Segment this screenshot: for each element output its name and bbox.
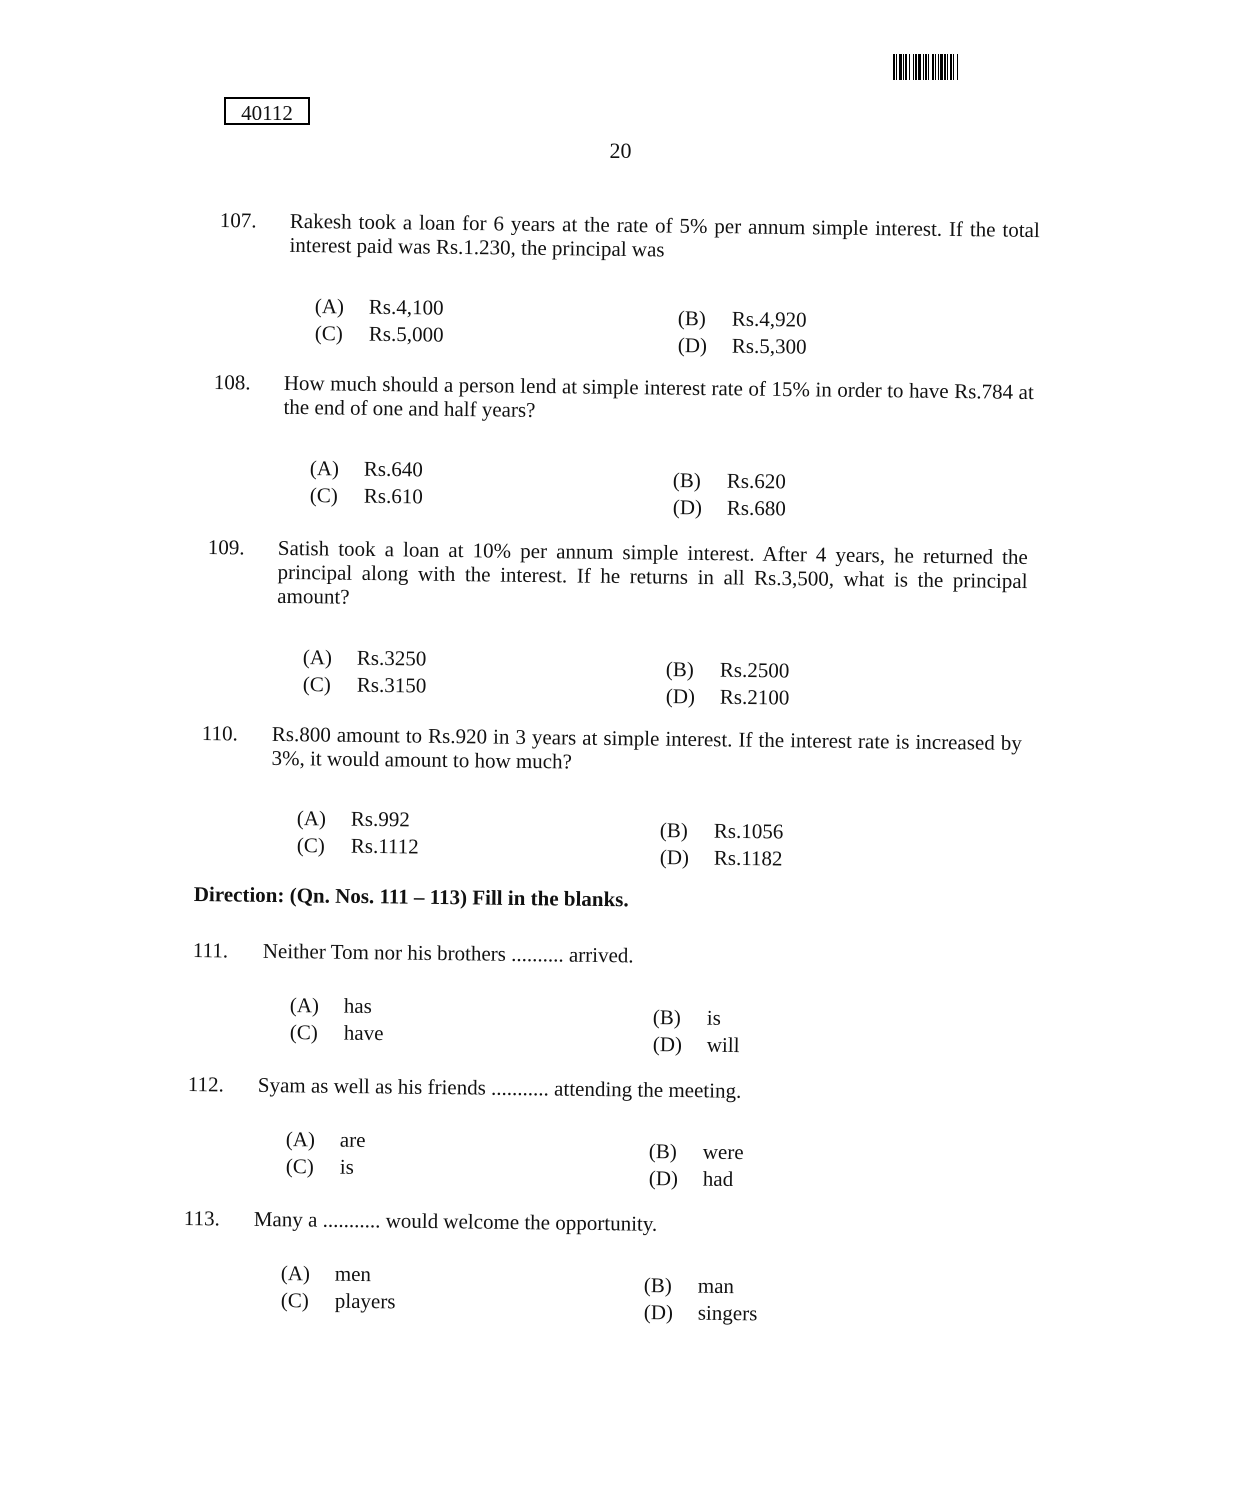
question-113 (183, 1206, 944, 1236)
option-text: singers (697, 1300, 758, 1326)
page-number: 20 (609, 138, 632, 163)
option-text: has (343, 993, 372, 1018)
direction-heading: Direction: (Qn. Nos. 111 – 113) Fill in the blanks. (193, 882, 629, 912)
question-number: 112. (187, 1072, 224, 1097)
option-label: (C) (296, 833, 325, 858)
option-b (660, 818, 784, 844)
option-text: Rs.5,300 (731, 333, 807, 359)
option-d (666, 684, 790, 710)
paper-code-box (224, 97, 310, 125)
option-text: men (334, 1261, 372, 1287)
option-b (653, 1005, 721, 1030)
option-label: (D) (659, 845, 690, 870)
option-label: (A) (314, 294, 345, 319)
question-text: Syam as well as his friends ........... attending the meeting. (257, 1072, 742, 1103)
option-label: (C) (289, 1020, 318, 1045)
option-c (310, 483, 423, 508)
option-a (303, 645, 427, 671)
option-text: man (697, 1273, 735, 1299)
option-label: (D) (665, 684, 696, 709)
question-number: 111. (192, 938, 229, 963)
question-text: Satish took a loan at 10% per annum simple interest. After 4 years, he returned the principal along with the interest. If he returns in all Rs.3,500, what is the principal amount? (277, 535, 1028, 609)
option-text: Rs.2500 (719, 657, 790, 683)
option-a (310, 456, 423, 481)
option-text: had (702, 1166, 734, 1192)
barcode (893, 54, 1046, 80)
option-label: (D) (677, 333, 708, 358)
option-text: Rs.1056 (713, 818, 784, 844)
option-b (666, 657, 790, 683)
option-d (649, 1166, 734, 1191)
barcode-bar (958, 54, 960, 80)
option-c (315, 321, 444, 347)
option-text: Rs.640 (363, 456, 423, 482)
option-label: (D) (672, 495, 703, 520)
option-label: (C) (302, 672, 331, 697)
question-108 (213, 370, 1034, 422)
question-number: 108. (213, 370, 251, 395)
option-label: (C) (280, 1288, 309, 1313)
option-d (653, 1032, 740, 1057)
option-label: (A) (296, 806, 327, 831)
option-label: (A) (302, 645, 333, 670)
question-number: 107. (219, 208, 257, 233)
option-a (281, 1261, 371, 1286)
option-label: (D) (643, 1300, 674, 1325)
option-text: have (343, 1020, 384, 1046)
question-text: Rakesh took a loan for 6 years at the rate of 5% per annum simple interest. If the total interest paid was Rs.1.230, the principal was (289, 208, 1040, 262)
question-text: How much should a person lend at simple interest rate of 15% in order to have Rs.784 at the end of one and half years? (283, 370, 1034, 422)
option-label: (A) (280, 1261, 311, 1286)
question-110 (201, 721, 1022, 774)
option-text: Rs.4,100 (368, 294, 444, 320)
option-text: Rs.610 (363, 483, 423, 509)
option-label: (A) (285, 1127, 316, 1152)
option-b (673, 468, 786, 493)
option-c (303, 672, 427, 698)
option-text: Rs.992 (350, 806, 410, 832)
option-label: (A) (289, 993, 320, 1018)
option-a (290, 993, 372, 1018)
option-label: (B) (643, 1273, 672, 1298)
option-text: is (339, 1154, 355, 1179)
option-d (660, 845, 783, 870)
question-109 (207, 535, 1028, 609)
question-107 (219, 208, 1040, 262)
option-text: Rs.2100 (719, 684, 790, 710)
option-text: are (339, 1127, 366, 1152)
option-label: (C) (314, 321, 343, 346)
option-c (281, 1288, 396, 1313)
option-text: Rs.4,920 (731, 306, 807, 332)
option-text: were (702, 1139, 744, 1165)
question-text: Many a ........... would welcome the opportunity. (253, 1206, 658, 1236)
option-label: (B) (659, 818, 688, 843)
question-number: 109. (207, 535, 245, 560)
option-d (678, 333, 807, 359)
question-text: Neither Tom nor his brothers .......... arrived. (262, 938, 634, 968)
option-label: (B) (677, 306, 706, 331)
option-label: (B) (652, 1005, 681, 1030)
question-text: Rs.800 amount to Rs.920 in 3 years at simple interest. If the interest rate is increased by 3%, it would amount to how much? (271, 721, 1022, 774)
option-d (644, 1300, 758, 1325)
question-number: 110. (201, 721, 238, 746)
option-text: Rs.3150 (356, 672, 427, 698)
option-label: (D) (652, 1032, 683, 1057)
option-text: players (334, 1288, 396, 1314)
option-label: (A) (309, 456, 340, 481)
option-text: Rs.680 (726, 495, 786, 521)
option-label: (B) (665, 657, 694, 682)
option-c (286, 1154, 354, 1179)
question-number: 113. (183, 1206, 220, 1231)
option-d (673, 495, 786, 520)
option-a (315, 294, 444, 320)
option-label: (B) (672, 468, 701, 493)
option-b (678, 306, 807, 332)
option-text: Rs.1182 (713, 845, 783, 871)
option-label: (C) (309, 483, 338, 508)
option-c (297, 833, 419, 858)
option-label: (C) (285, 1154, 314, 1179)
option-a (297, 806, 410, 831)
option-c (290, 1020, 384, 1045)
option-text: Rs.5,000 (368, 321, 444, 347)
option-label: (B) (648, 1139, 677, 1164)
option-text: Rs.3250 (356, 645, 427, 671)
option-b (649, 1139, 744, 1164)
option-b (644, 1273, 734, 1298)
option-a (286, 1127, 366, 1152)
paper-code: 40112 (241, 101, 293, 125)
option-text: Rs.1112 (350, 833, 419, 859)
option-text: is (706, 1005, 722, 1030)
question-112 (187, 1072, 948, 1103)
option-label: (D) (648, 1166, 679, 1191)
option-text: Rs.620 (726, 468, 786, 494)
question-111 (192, 938, 953, 968)
option-text: will (706, 1032, 740, 1058)
